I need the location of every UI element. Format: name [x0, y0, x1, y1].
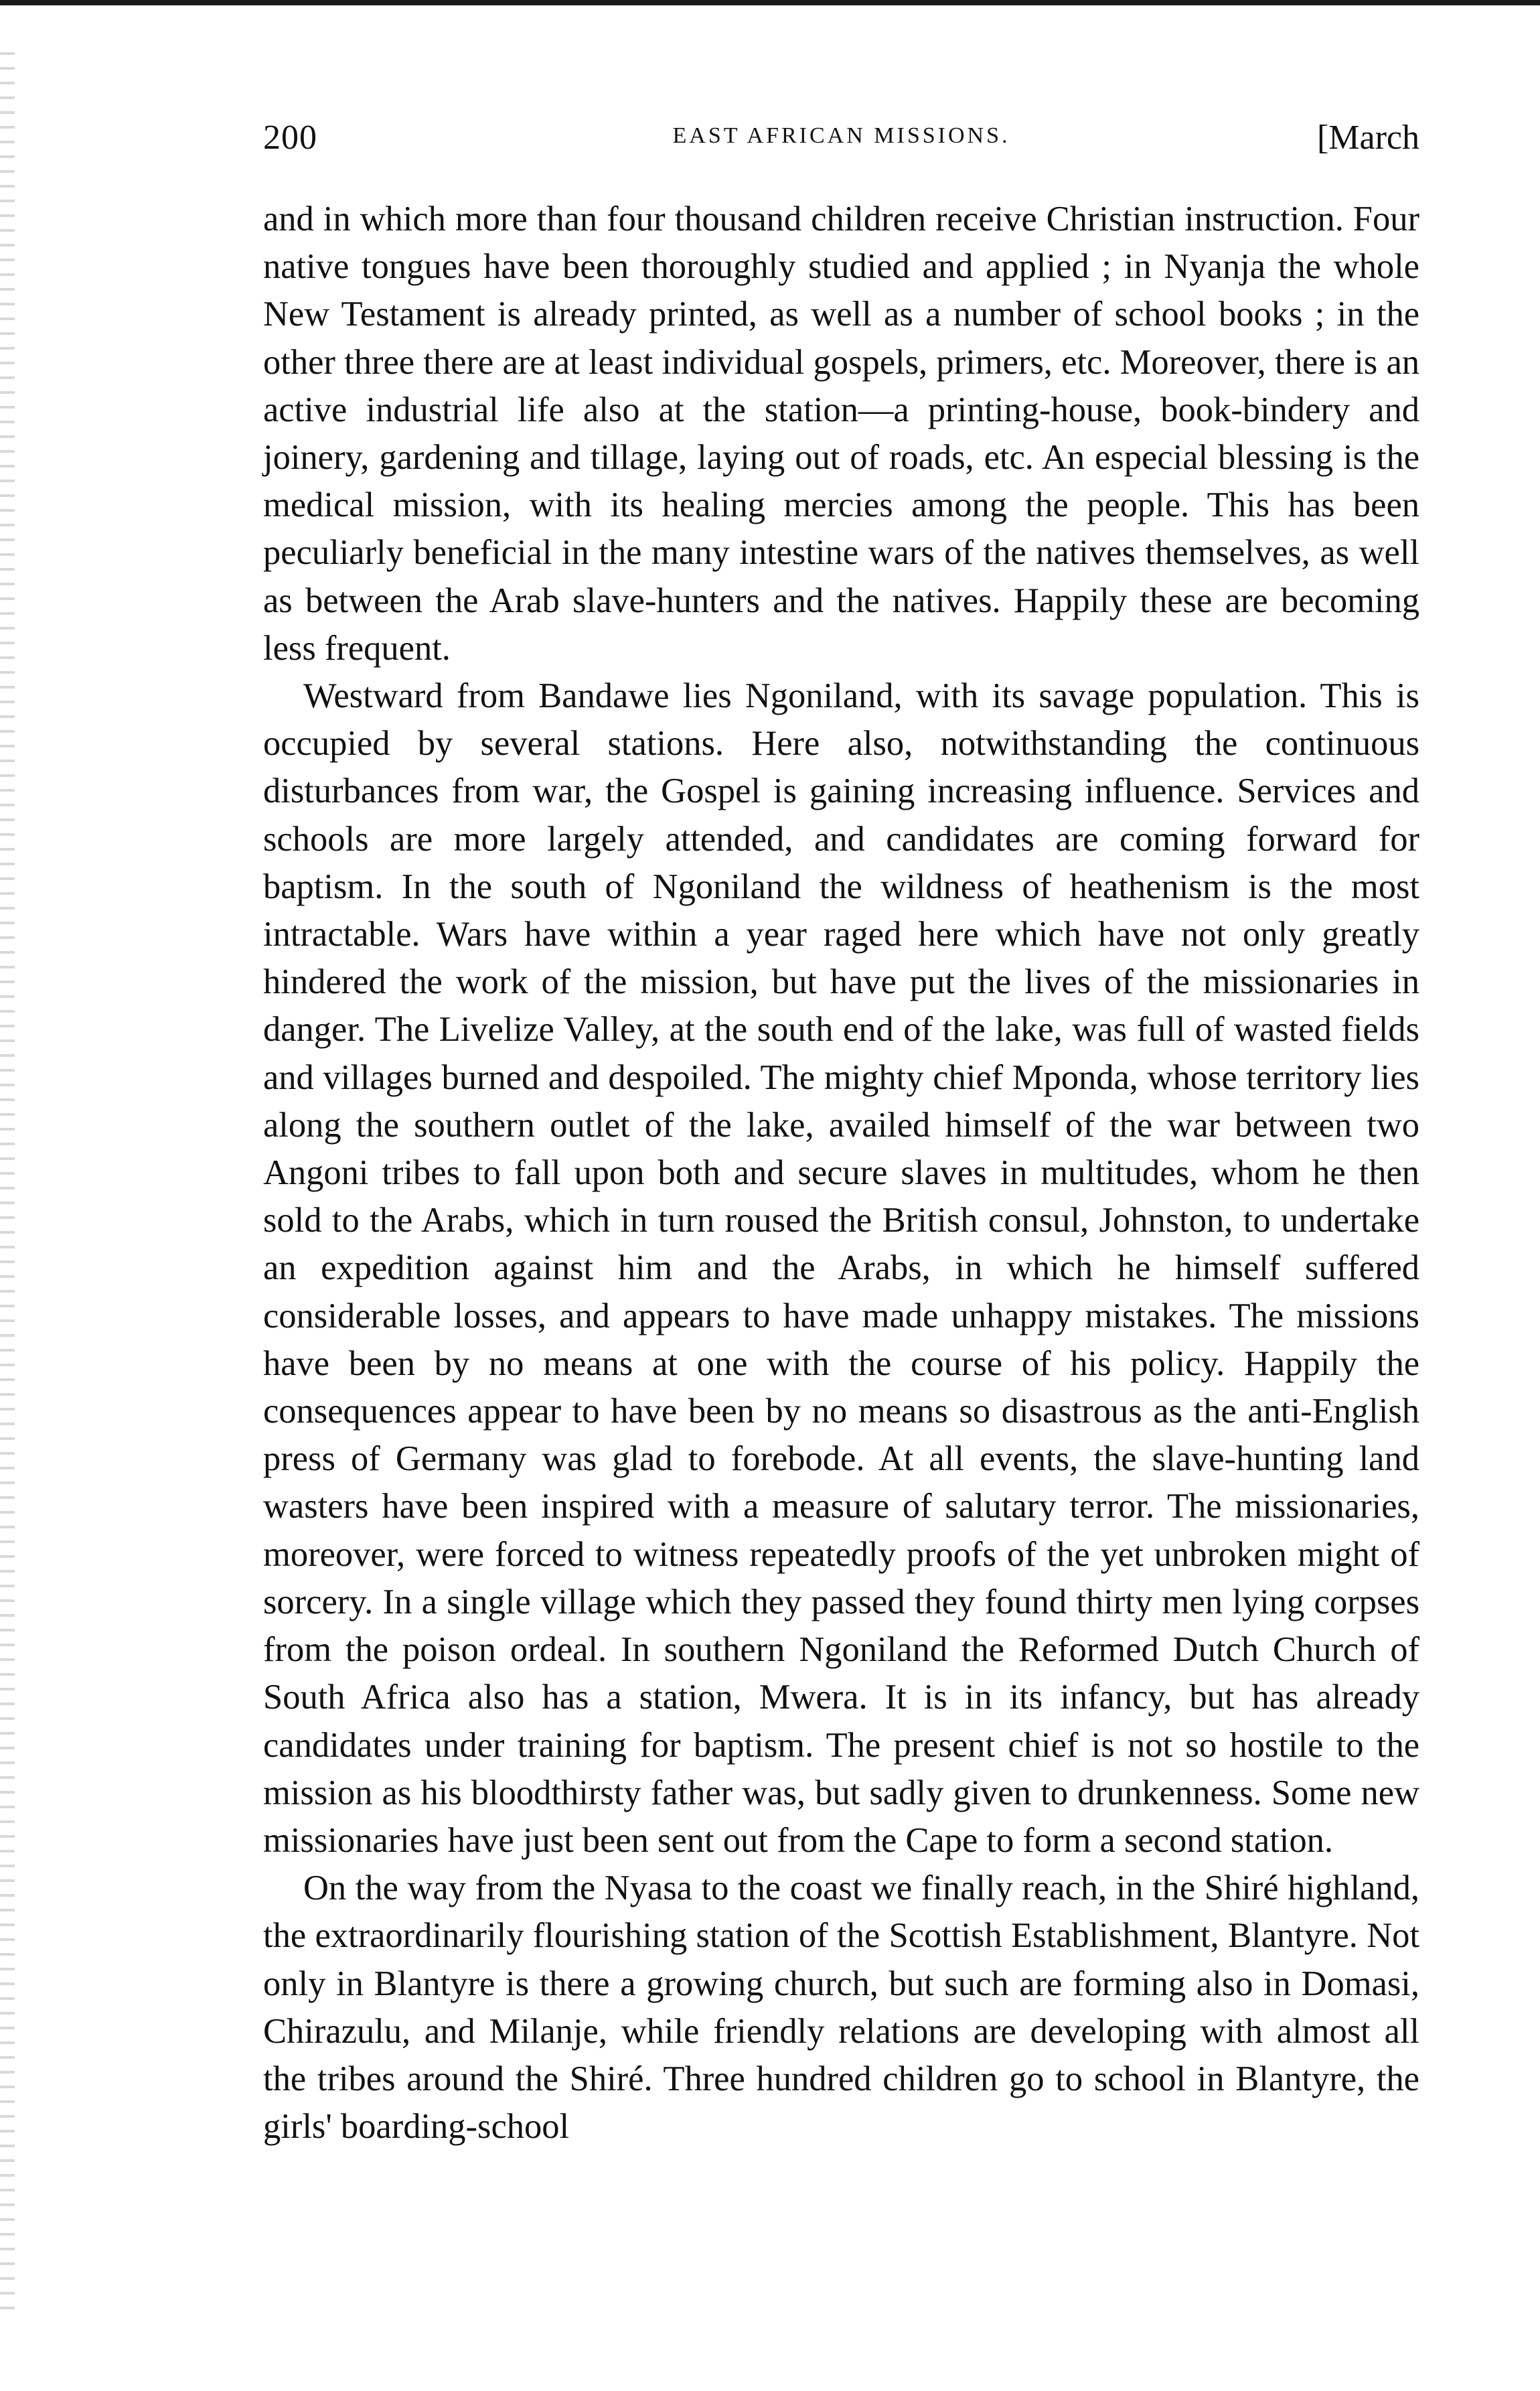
body-text	[263, 196, 1419, 2151]
scan-border-top	[0, 0, 1540, 5]
page-number: 200	[263, 119, 317, 157]
running-title: EAST AFRICAN MISSIONS.	[672, 123, 1010, 148]
running-head	[263, 118, 1419, 165]
running-date: [March	[1316, 119, 1419, 157]
scan-border-left	[0, 40, 15, 2317]
paragraph-ngoniland: Westward from Bandawe lies Ngoniland, with its savage population. This is occupied by several stations. Here also, notwithstanding the continuous disturbances from war, the Gospel is gaining increasing influence. Services and schools are more largely attended, and candidates are coming forward for baptism. In the south of Ngoniland the wildness of heathenism is the most intractable. Wars have within a year raged here which have not only greatly hindered the work of the mission, but have put the lives of the missionaries in danger. The Livelize Valley, at the south end of the lake, was full of wasted fields and villages burned and despoiled. The mighty chief Mponda, whose territory lies along the southern outlet of the lake, availed himself of the war between two Angoni tribes to fall upon both and secure slaves in multitudes, whom he then sold to the Arabs, which in turn roused the British consul, Johnston, to undertake an expedition against him and the Arabs, in which he himself suffered considerable losses, and appears to have made unhappy mistakes. The missions have been by no means at one with the course of his policy. Happily the consequences appear to have been by no means so disastrous as the anti-English press of Germany was glad to forebode. At all events, the slave-hunting land wasters have been inspired with a measure of salutary terror. The missionaries, moreover, were forced to witness repeatedly proofs of the yet unbroken might of sorcery. In a single village which they passed they found thirty men lying corpses from the poison ordeal. In southern Ngoniland the Reformed Dutch Church of South Africa also has a station, Mwera. It is in its infancy, but has already candidates under training for baptism. The present chief is not so hostile to the mission as his bloodthirsty father was, but sadly given to drunkenness. Some new missionaries have just been sent out from the Cape to form a second station.	[263, 676, 1419, 1860]
paragraph-continued: and in which more than four thousand children receive Christian instruction. Four native tongues have been thoroughly studied and applied ; in Nyanja the whole New Testament is already printed, as well as a number of school books ; in the other three there are at least individual gospels, primers, etc. Moreover, there is an active industrial life also at the station—a printing-house, book-bindery and joinery, gardening and tillage, laying out of roads, etc. An especial blessing is the medical mission, with its healing mercies among the people. This has been peculiarly beneficial in the many intestine wars of the natives themselves, as well as between the Arab slave-hunters and the natives. Happily these are becoming less frequent.	[263, 200, 1419, 668]
paragraph-blantyre: On the way from the Nyasa to the coast we finally reach, in the Shiré highland, the extraordinarily flourishing station of the Scottish Establishment, Blantyre. Not only in Blantyre is there a growing church, but such are forming also in Domasi, Chirazulu, and Milanje, while friendly relations are developing with almost all the tribes around the Shiré. Three hundred children go to school in Blantyre, the girls' boarding-school	[263, 1869, 1419, 2147]
